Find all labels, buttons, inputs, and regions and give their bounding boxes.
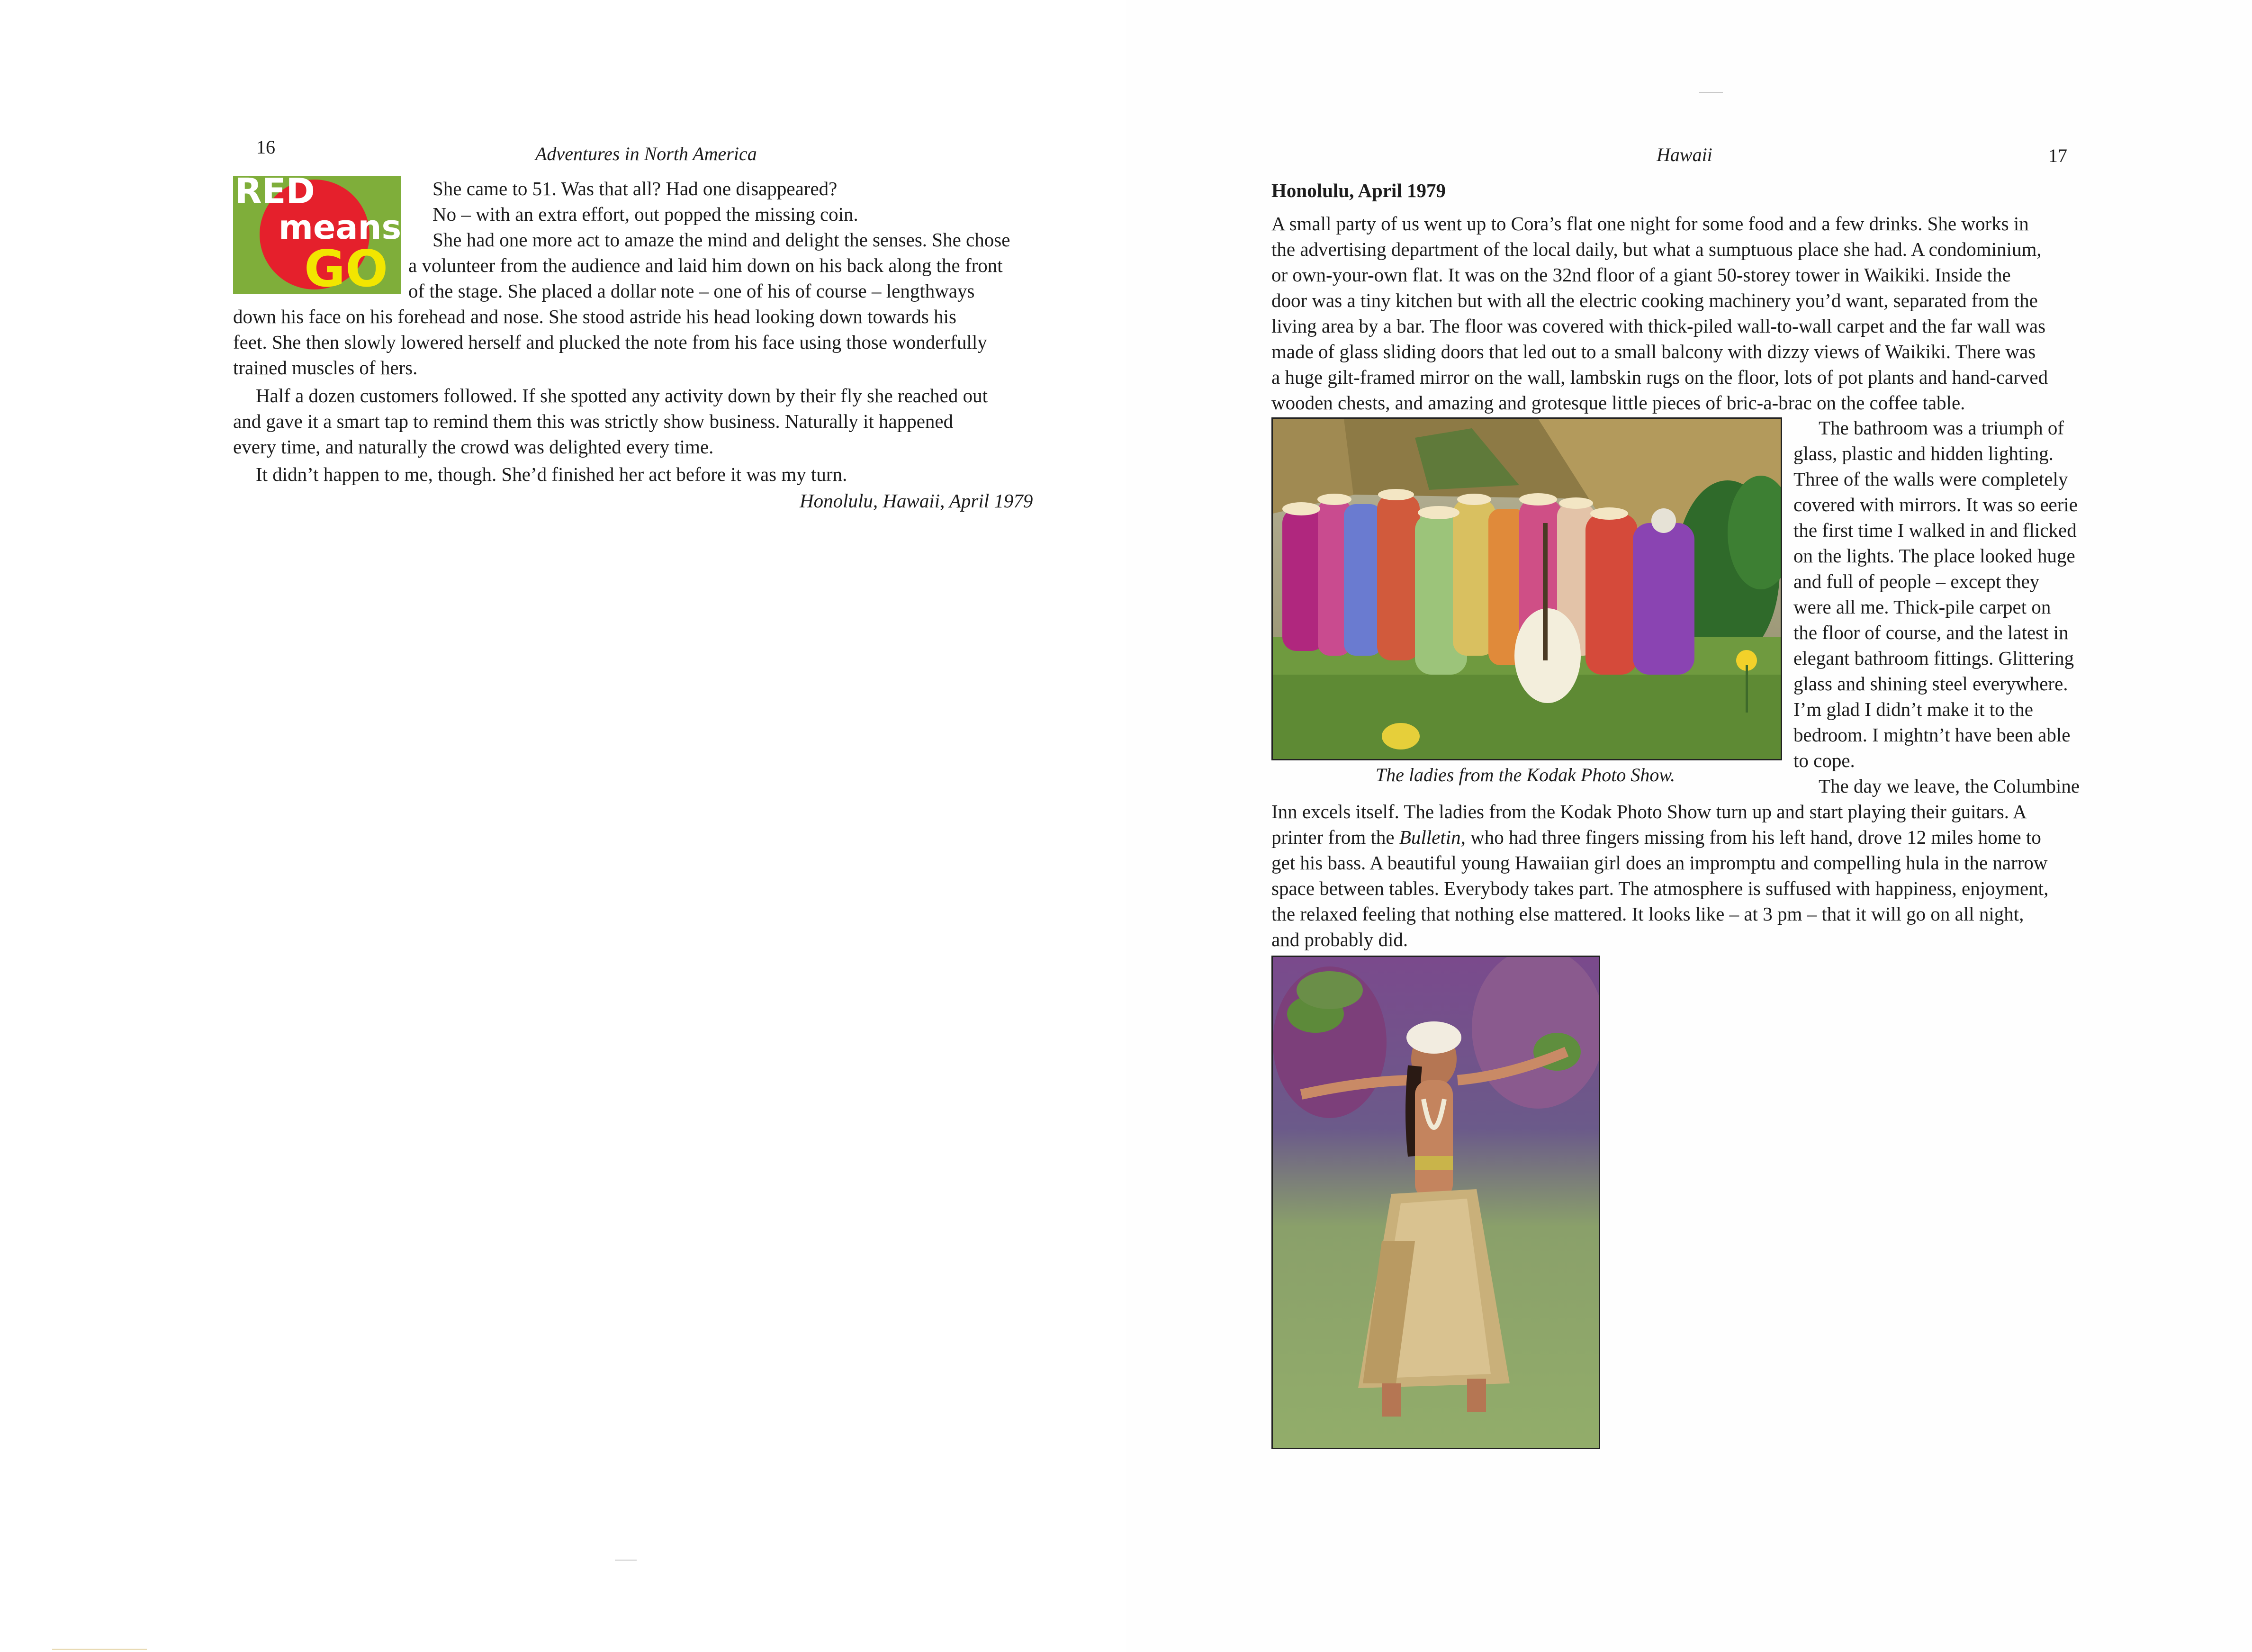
text-line: No – with an extra effort, out popped the missing coin. xyxy=(432,203,858,225)
text-line: Three of the walls were completely xyxy=(1793,468,2068,490)
text-line: or own-your-own flat. It was on the 32nd floor of a giant 50-storey tower in Waikiki. Inside the xyxy=(1271,264,2011,286)
text-line: and gave it a smart tap to remind them this was strictly show business. Naturally it happened xyxy=(233,410,954,432)
page-number: 16 xyxy=(256,136,275,158)
text-line: Half a dozen customers followed. If she spotted any activity down by their fly she reached out xyxy=(256,385,988,406)
text-line: a huge gilt-framed mirror on the wall, lambskin rugs on the floor, lots of pot plants and hand-carved xyxy=(1271,366,2048,388)
running-head: Hawaii xyxy=(1657,144,1712,165)
text-line: the floor of course, and the latest in xyxy=(1793,622,2069,643)
page-number: 17 xyxy=(2048,145,2067,166)
text-line: down his face on his forehead and nose. She stood astride his head looking down towards his xyxy=(233,306,956,327)
photo-caption: The ladies from the Kodak Photo Show. xyxy=(1375,764,1675,785)
text-line: on the lights. The place looked huge xyxy=(1793,545,2075,567)
text-run: , who had three fingers missing from his left hand, drove 12 miles home to xyxy=(1460,826,2041,848)
text-line: The day we leave, the Columbine xyxy=(1819,775,2080,797)
newspaper-title: Bulletin xyxy=(1399,826,1461,848)
text-line: I’m glad I didn’t make it to the xyxy=(1793,698,2033,720)
text-line: It didn’t happen to me, though. She’d finished her act before it was my turn. xyxy=(256,463,847,485)
scan-mark xyxy=(52,1649,147,1650)
text-line: every time, and naturally the crowd was delighted every time. xyxy=(233,436,714,458)
text-line: glass, plastic and hidden lighting. xyxy=(1793,442,2054,464)
scan-mark xyxy=(1699,92,1723,93)
text-line: bedroom. I mightn’t have been able xyxy=(1793,724,2071,746)
text-line: A small party of us went up to Cora’s flat one night for some food and a few drinks. She works in xyxy=(1271,213,2029,235)
text-run: printer from the xyxy=(1271,826,1399,848)
running-head: Adventures in North America xyxy=(535,143,757,164)
text-line: Inn excels itself. The ladies from the Kodak Photo Show turn up and start playing their guitars. A xyxy=(1271,801,2027,822)
signoff: Honolulu, Hawaii, April 1979 xyxy=(800,490,1033,512)
text-line: She had one more act to amaze the mind and delight the senses. She chose xyxy=(432,229,1010,251)
text-line: the advertising department of the local daily, but what a sumptuous place she had. A condominium, xyxy=(1271,238,2042,260)
text-line: The bathroom was a triumph of xyxy=(1819,417,2064,439)
text-line: door was a tiny kitchen but with all the electric cooking machinery you’d want, separated from the xyxy=(1271,289,2038,311)
red-means-go-logo xyxy=(233,176,401,294)
text-line: elegant bathroom fittings. Glittering xyxy=(1793,647,2074,669)
scan-mark xyxy=(615,1560,637,1561)
logo-word-go: GO xyxy=(304,240,388,294)
kodak-show-photo xyxy=(1271,417,1782,760)
text-line: feet. She then slowly lowered herself and plucked the note from his face using those wonderfully xyxy=(233,331,987,353)
text-line: living area by a bar. The floor was covered with thick-piled wall-to-wall carpet and the far wall was xyxy=(1271,315,2046,337)
text-line: and full of people – except they xyxy=(1793,570,2040,592)
right-page xyxy=(1126,0,2252,1652)
logo-word-means: means xyxy=(279,208,401,247)
text-line: space between tables. Everybody takes part. The atmosphere is suffused with happiness, enjoyment, xyxy=(1271,877,2049,899)
text-line: wooden chests, and amazing and grotesque little pieces of bric-a-brac on the coffee table. xyxy=(1271,392,1965,414)
text-line: the first time I walked in and flicked xyxy=(1793,519,2077,541)
text-line: She came to 51. Was that all? Had one disappeared? xyxy=(432,178,838,199)
text-line: trained muscles of hers. xyxy=(233,357,418,379)
hula-dancer-photo xyxy=(1271,956,1600,1449)
text-line: the relaxed feeling that nothing else mattered. It looks like – at 3 pm – that it will go on all night, xyxy=(1271,903,2024,925)
section-heading: Honolulu, April 1979 xyxy=(1271,180,1446,201)
text-line: and probably did. xyxy=(1271,929,1408,950)
text-line: to cope. xyxy=(1793,749,1855,771)
text-line: a volunteer from the audience and laid him down on his back along the front xyxy=(408,254,1003,276)
text-line xyxy=(1271,824,2041,850)
text-line: of the stage. She placed a dollar note – one of his of course – lengthways xyxy=(408,280,975,302)
text-line: glass and shining steel everywhere. xyxy=(1793,673,2068,695)
text-line: covered with mirrors. It was so eerie xyxy=(1793,494,2078,515)
text-line: were all me. Thick-pile carpet on xyxy=(1793,596,2051,618)
text-line: made of glass sliding doors that led out to a small balcony with dizzy views of Waikiki. There was xyxy=(1271,341,2036,362)
text-line: get his bass. A beautiful young Hawaiian girl does an impromptu and compelling hula in the narrow xyxy=(1271,852,2048,874)
logo-word-red: RED xyxy=(235,176,315,212)
